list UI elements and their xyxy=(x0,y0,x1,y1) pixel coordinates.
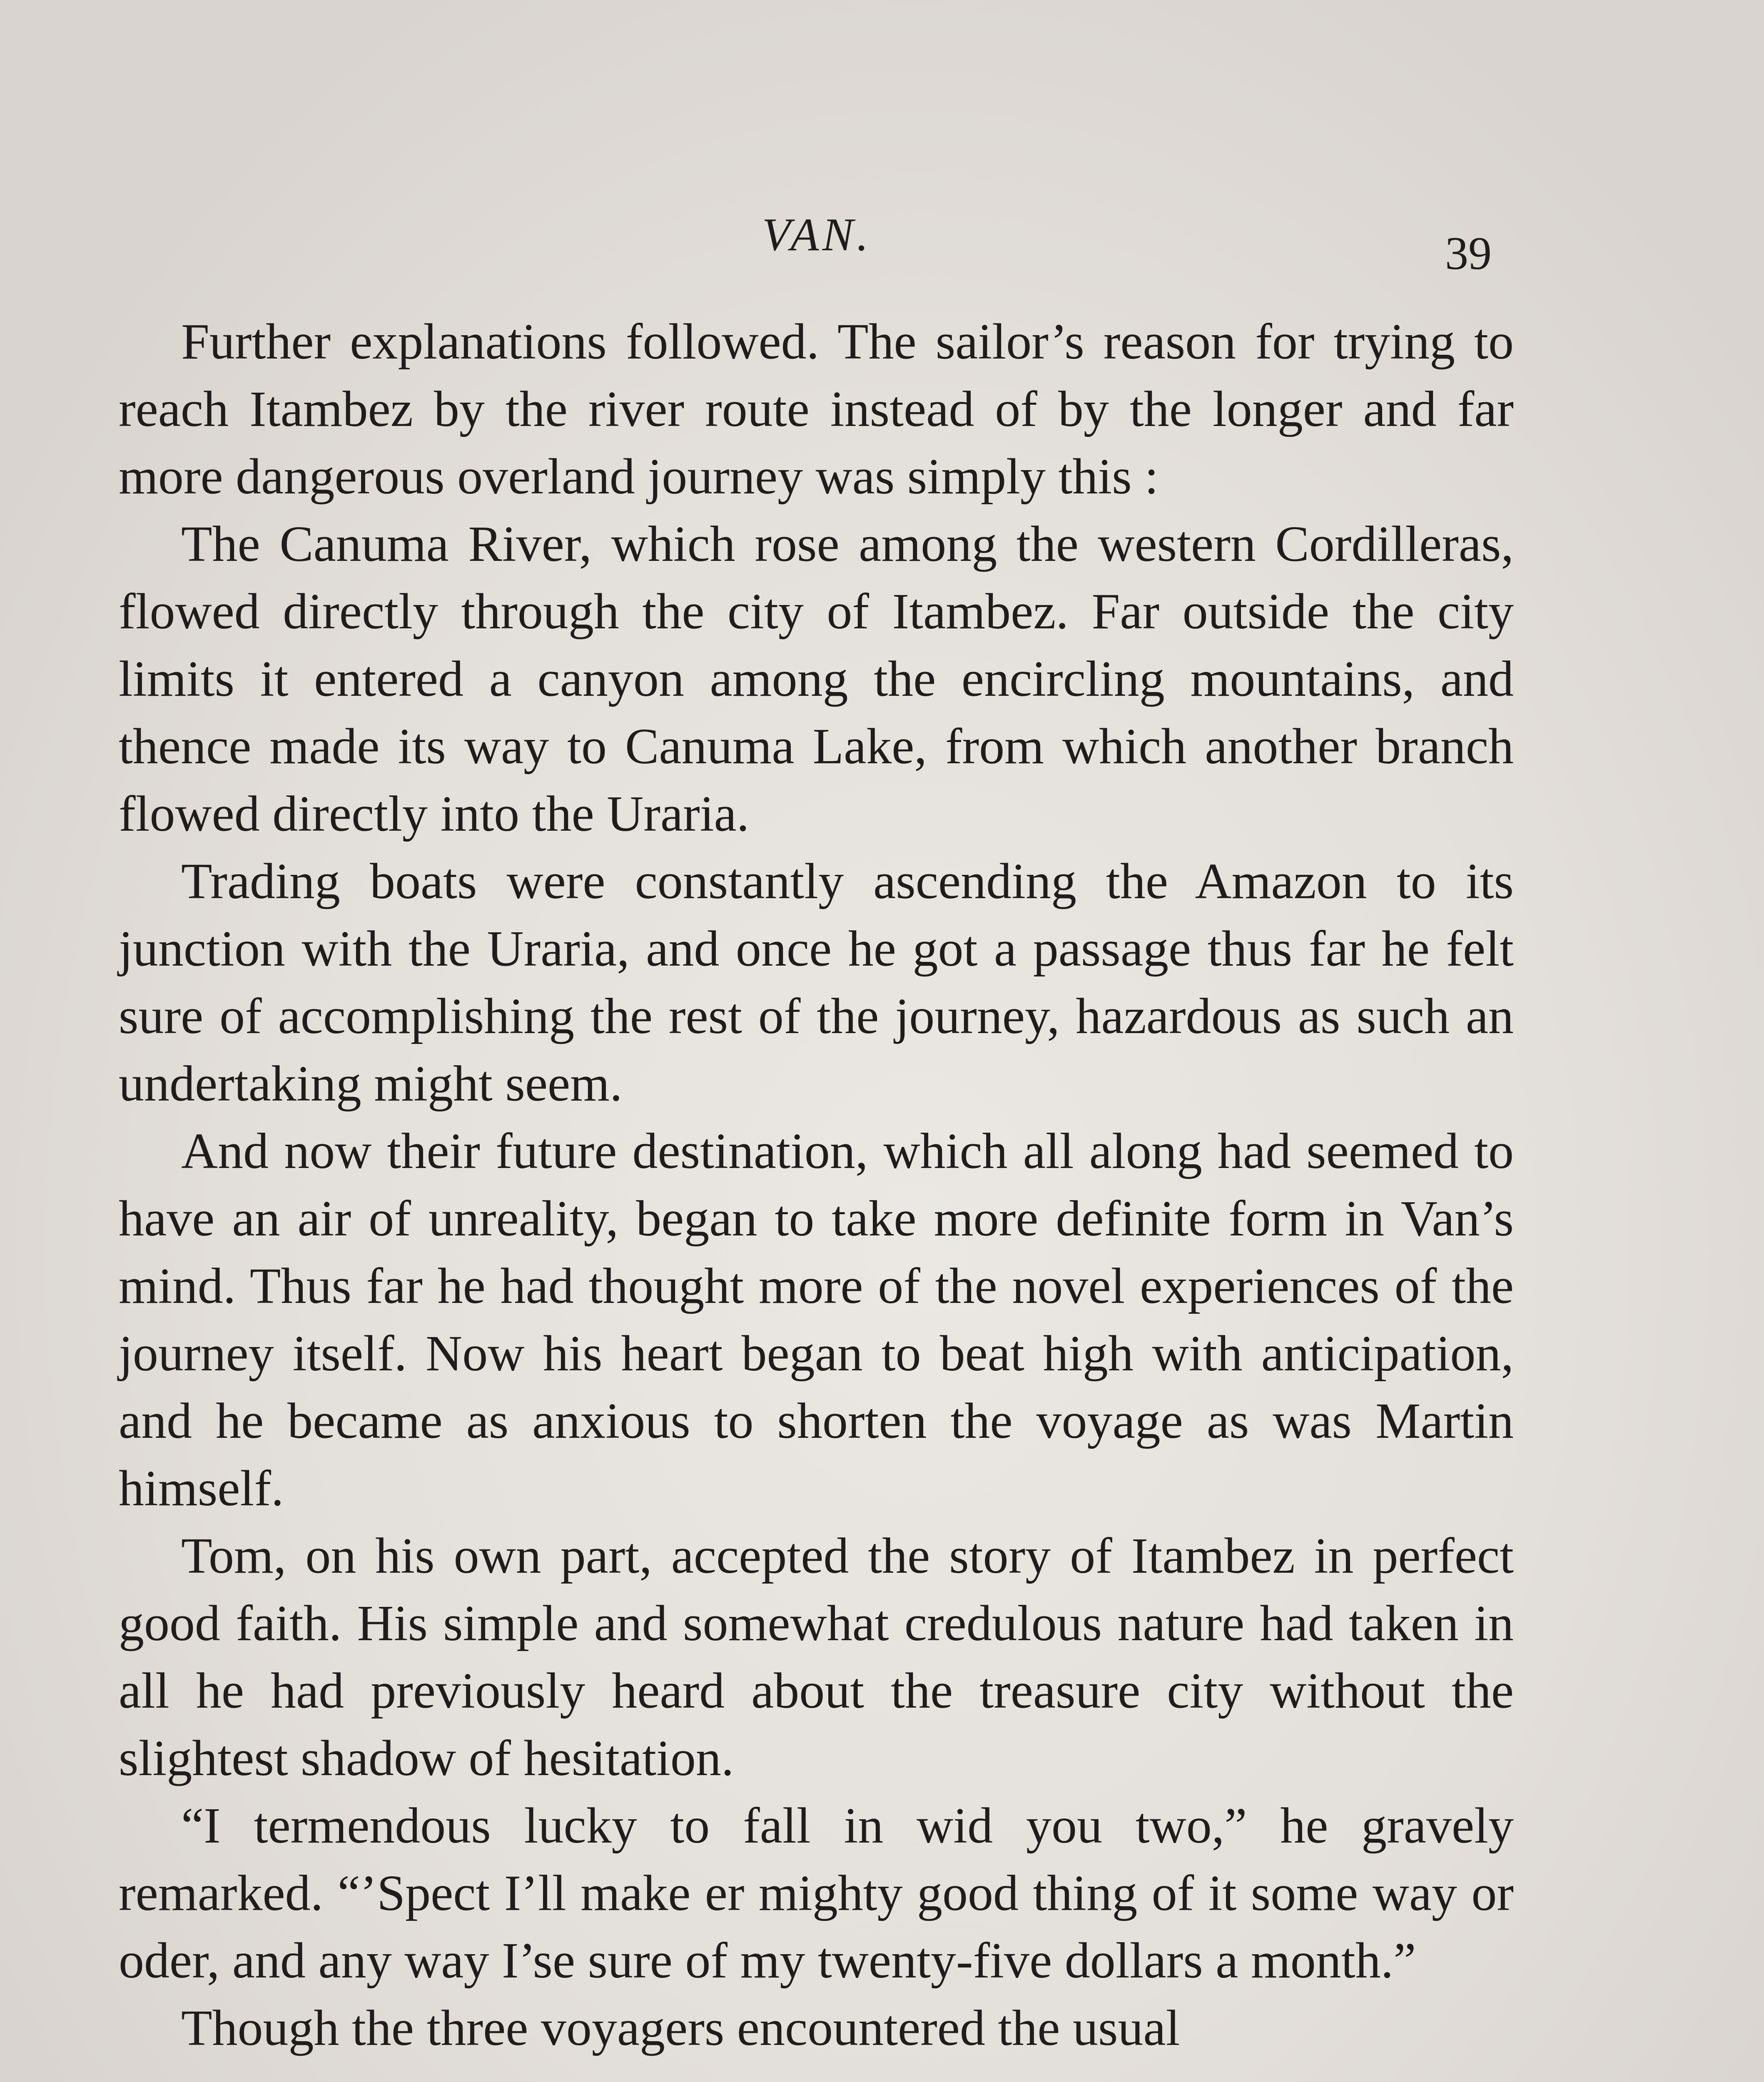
running-head: VAN. xyxy=(762,209,872,261)
paragraph: “I termendous lucky to fall in wid you two,” he gravely remarked. “’Spect I’ll make er mighty good thing of it some way or oder, and any way I’se sure of my twenty-five dollars a month.” xyxy=(119,1798,1514,1989)
paragraph: Tom, on his own part, accepted the story of Itambez in perfect good faith. His simple and somewhat credulous nature had taken in all he had previously heard about the treasure city without the slightest shadow of hesitation. xyxy=(119,1528,1514,1786)
paragraph: Trading boats were constantly ascending the Amazon to its junction with the Uraria, and once he got a passage thus far he felt sure of accomplishing the rest of the journey, hazardous as such an undertaking might seem. xyxy=(119,853,1514,1112)
paragraph: Further explanations followed. The sailor’s reason for trying to reach Itambez by the river route instead of by the longer and far more dangerous overland journey was simply this : xyxy=(119,314,1514,505)
paragraph: And now their future destination, which all along had seemed to have an air of unreality, began to take more definite form in Van’s mind. Thus far he had thought more of the novel experiences of the journey itself. Now his heart began to beat high with anticipation, and he became as anxious to shorten the voyage as was Martin himself. xyxy=(119,1123,1514,1517)
body-text xyxy=(119,308,1514,2062)
paragraph: The Canuma River, which rose among the western Cordilleras, flowed directly through the city of Itambez. Far outside the city limits it entered a canyon among the encircling mountains, and thence made its way to Canuma Lake, from which another branch flowed directly into the Uraria. xyxy=(119,516,1514,842)
paragraph: Though the three voyagers encountered the usual xyxy=(181,2000,1180,2056)
page-number: 39 xyxy=(1445,228,1492,279)
